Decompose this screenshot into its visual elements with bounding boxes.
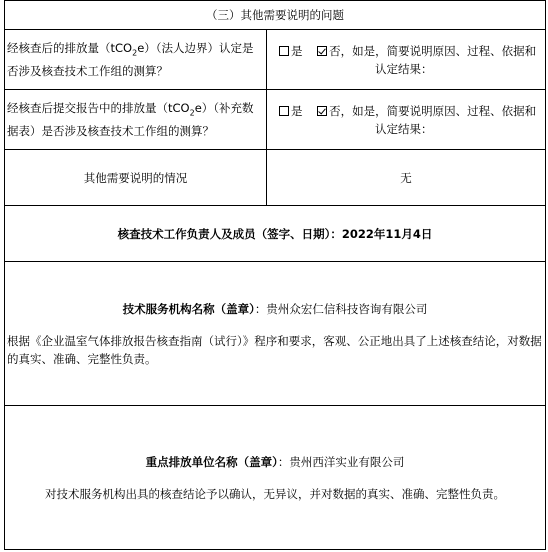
yes-label-1: 是	[291, 43, 303, 58]
section-header: （三）其他需要说明的问题	[5, 1, 546, 30]
service-org-label: 技术服务机构名称（盖章）	[122, 301, 255, 316]
answer-2	[267, 90, 546, 150]
yes-checkbox-1[interactable]	[279, 46, 289, 56]
no-checkbox-1-checked[interactable]	[317, 46, 327, 56]
signature-row	[5, 206, 546, 262]
form-table	[4, 0, 546, 550]
other-info-value: 无	[267, 150, 546, 206]
signature-line: 核查技术工作负责人及成员（签字、日期）：2022年11月4日	[5, 206, 546, 262]
no-label-2-cont: 认定结果：	[375, 121, 433, 136]
no-label-2: 否，如是，简要说明原因、过程、依据和	[329, 103, 537, 118]
other-info-row	[5, 150, 546, 206]
question-2-subscript: 2	[189, 108, 195, 118]
question-1-subscript: 2	[132, 48, 138, 58]
no-label-1-cont: 认定结果：	[375, 61, 433, 76]
emitter-block	[5, 406, 546, 550]
question-1-text-b: e）（法人边界）认定是否涉及核查技术工作组的测算？	[7, 40, 254, 79]
yes-label-2: 是	[291, 103, 303, 118]
answer-1	[267, 30, 546, 90]
question-row-2	[5, 90, 546, 150]
section-header-row	[5, 1, 546, 30]
no-label-1: 否，如是，简要说明原因、过程、依据和	[329, 43, 537, 58]
question-2	[5, 90, 267, 150]
verification-form	[4, 0, 548, 551]
question-1	[5, 30, 267, 90]
question-2-text-b: e）（补充数据表）是否涉及核查技术工作组的测算？	[7, 100, 254, 139]
service-org-block	[5, 262, 546, 406]
service-org-statement: 根据《企业温室气体排放报告核查指南（试行）》程序和要求，客观、公正地出具了上述核查结论，对数据的真实、准确、完整性负责。	[7, 333, 542, 366]
emitter-label: 重点排放单位名称（盖章）	[145, 454, 278, 469]
question-1-text-a: 经核查后的排放量（tCO	[7, 40, 133, 55]
emitter-row	[5, 406, 546, 550]
service-org-row	[5, 262, 546, 406]
yes-checkbox-2[interactable]	[279, 106, 289, 116]
question-row-1	[5, 30, 546, 90]
emitter-name: ：贵州西洋实业有限公司	[277, 454, 405, 469]
service-org-name: ：贵州众宏仁信科技咨询有限公司	[254, 301, 428, 316]
emitter-statement: 对技术服务机构出具的核查结论予以确认，无异议，并对数据的真实、准确、完整性负责。	[45, 486, 505, 501]
other-info-label: 其他需要说明的情况	[5, 150, 267, 206]
no-checkbox-2-checked[interactable]	[317, 106, 327, 116]
question-2-text-a: 经核查后提交报告中的排放量（tCO	[7, 100, 190, 115]
